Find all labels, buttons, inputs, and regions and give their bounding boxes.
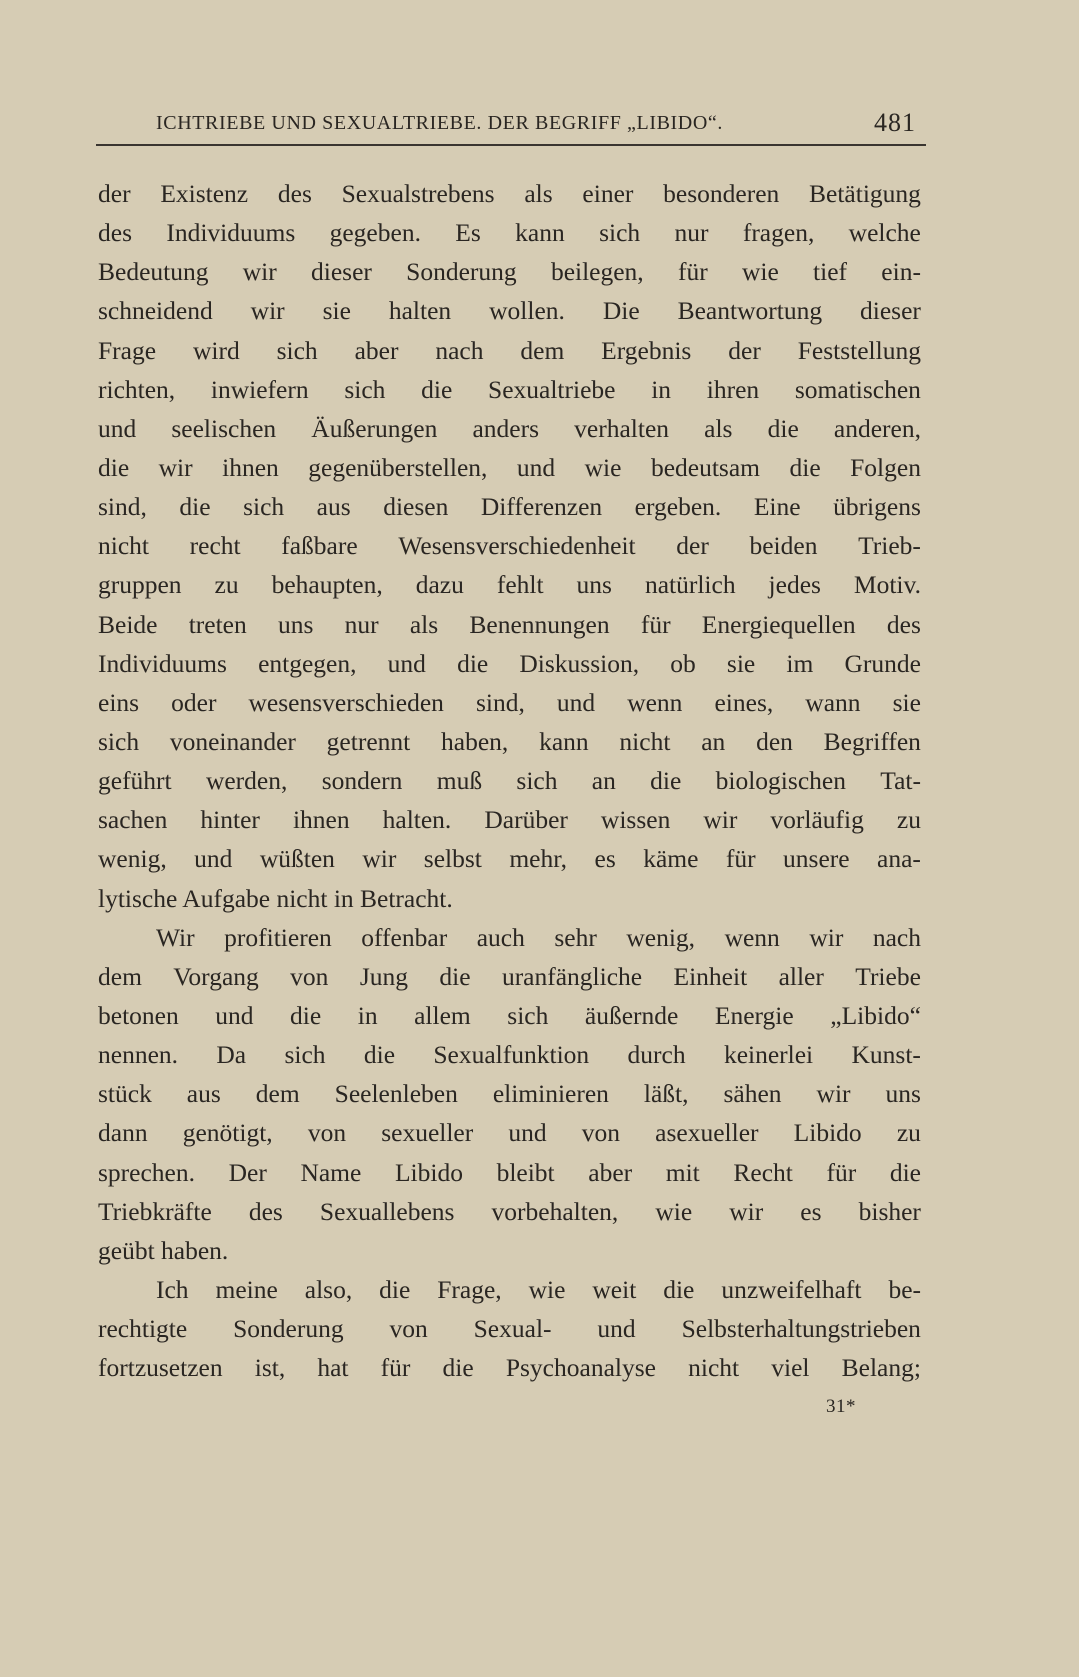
text-line: sachen hinter ihnen halten. Darüber wissen wir vorläufig zu (98, 805, 921, 835)
text-line: die wir ihnen gegenüberstellen, und wie bedeutsam die Folgen (98, 452, 921, 482)
text-line: der Existenz des Sexualstrebens als einer besonderen Betätigung (98, 179, 921, 208)
text-line: sprechen. Der Name Libido bleibt aber mit Recht für die (98, 1157, 921, 1187)
text-line: Triebkräfte des Sexuallebens vorbehalten, wie wir es bisher (98, 1196, 921, 1226)
text-line: betonen und die in allem sich äußernde Energie „Libido“ (98, 1000, 921, 1030)
text-line: Individuums entgegen, und die Diskussion, ob sie im Grunde (98, 648, 921, 678)
text-line: Beide treten uns nur als Benennungen für Energiequellen des (98, 609, 921, 639)
text-line: und seelischen Äußerungen anders verhalten als die anderen, (98, 413, 921, 443)
page-number: 481 (874, 108, 916, 137)
text-line: richten, inwiefern sich die Sexualtriebe in ihren somatischen (98, 374, 921, 404)
text-line: Ich meine also, die Frage, wie weit die unzweifelhaft be- (156, 1274, 921, 1304)
text-line: des Individuums gegeben. Es kann sich nur fragen, welche (98, 218, 921, 248)
signature-mark: 31* (826, 1396, 856, 1417)
text-line: geführt werden, sondern muß sich an die biologischen Tat- (98, 766, 921, 796)
text-line: eins oder wesensverschieden sind, und wenn eines, wann sie (98, 687, 921, 717)
text-line: schneidend wir sie halten wollen. Die Beantwortung dieser (98, 296, 921, 326)
text-line: Bedeutung wir dieser Sonderung beilegen, für wie tief ein- (98, 257, 921, 287)
text-line: stück aus dem Seelenleben eliminieren läßt, sähen wir uns (98, 1079, 921, 1109)
text-line: nennen. Da sich die Sexualfunktion durch keinerlei Kunst- (98, 1040, 921, 1070)
text-line: wenig, und wüßten wir selbst mehr, es käme für unsere ana- (98, 844, 921, 874)
text-line: nicht recht faßbare Wesensverschiedenheit der beiden Trieb- (98, 531, 921, 561)
text-line: sich voneinander getrennt haben, kann nicht an den Begriffen (98, 726, 921, 756)
running-title: ICHTRIEBE UND SEXUALTRIEBE. DER BEGRIFF „LIBIDO“. (156, 112, 723, 134)
text-line: dem Vorgang von Jung die uranfängliche Einheit aller Triebe (98, 961, 921, 991)
text-line: Wir profitieren offenbar auch sehr wenig, wenn wir nach (156, 922, 921, 952)
text-line: sind, die sich aus diesen Differenzen ergeben. Eine übrigens (98, 492, 921, 522)
text-line: fortzusetzen ist, hat für die Psychoanalyse nicht viel Belang; (98, 1353, 921, 1383)
text-line: Frage wird sich aber nach dem Ergebnis der Feststellung (98, 335, 921, 365)
text-line: gruppen zu behaupten, dazu fehlt uns natürlich jedes Motiv. (98, 570, 921, 600)
page-header (96, 104, 926, 146)
text-line: rechtigte Sonderung von Sexual- und Selbsterhaltungstrieben (98, 1314, 921, 1344)
text-line: lytische Aufgabe nicht in Betracht. (98, 883, 453, 913)
text-line: geübt haben. (98, 1235, 229, 1265)
body-text (98, 174, 921, 1387)
text-line: dann genötigt, von sexueller und von asexueller Libido zu (98, 1118, 921, 1148)
